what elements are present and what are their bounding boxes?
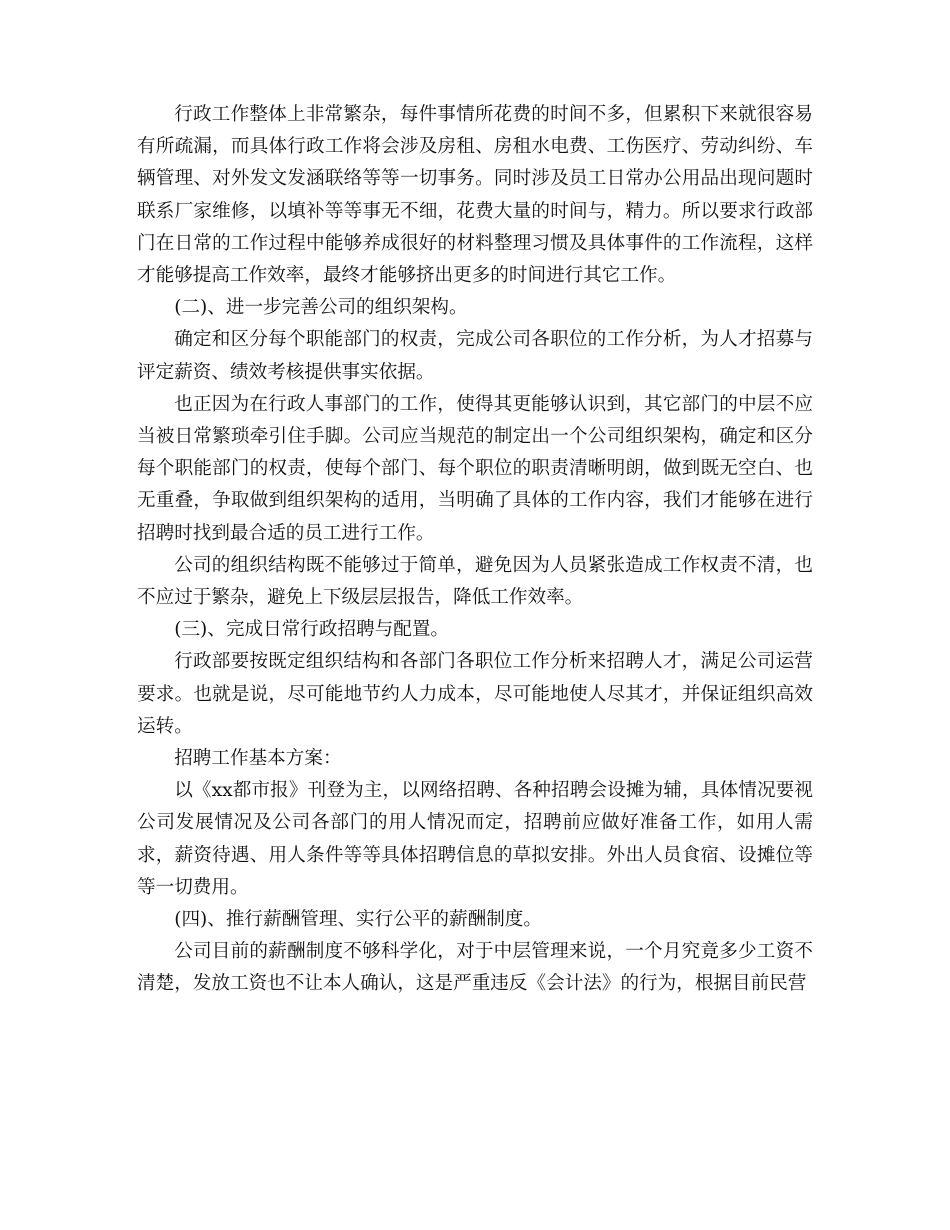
paragraph-recruitment-goals: 行政部要按既定组织结构和各部门各职位工作分析来招聘人才，满足公司运营要求。也就是说，尽可能地节约人力成本，尽可能地使人尽其才，并保证组织高效运转。	[137, 651, 813, 737]
paragraph-org-structure: 也正因为在行政人事部门的工作，使得其更能够认识到，其它部门的中层不应当被日常繁琐牵引住手脚。公司应当规范的制定出一个公司组织架构，确定和区分每个职能部门的权责，使每个部门、每个职位的职责清晰明朗，做到既无空白、也无重叠，争取做到组织架构的适用，当明确了具体的工作内容，我们才能够在进行招聘时找到最合适的员工进行工作。	[137, 393, 813, 544]
heading-section-4: (四)、推行薪酬管理、实行公平的薪酬制度。	[174, 909, 542, 931]
heading-recruitment-plan: 招聘工作基本方案：	[174, 748, 342, 770]
paragraph-salary-system: 公司目前的薪酬制度不够科学化，对于中层管理来说，一个月究竟多少工资不清楚，发放工资也不让本人确认，这是严重违反《会计法》的行为，根据目前民营	[137, 941, 813, 995]
paragraph-admin-work: 行政工作整体上非常繁杂，每件事情所花费的时间不多，但累积下来就很容易有所疏漏，而具体行政工作将会涉及房租、房租水电费、工伤医疗、劳动纠纷、车辆管理、对外发文发涵联络等等一切事务。同时涉及员工日常办公用品出现问题时联系厂家维修，以填补等等事无不细，花费大量的时间与，精力。所以要求行政部门在日常的工作过程中能够养成很好的材料整理习惯及具体事件的工作流程，这样才能够提高工作效率，最终才能够挤出更多的时间进行其它工作。	[137, 104, 813, 287]
paragraph-org-balance: 公司的组织结构既不能够过于简单，避免因为人员紧张造成工作权责不清，也不应过于繁杂，避免上下级层层报告，降低工作效率。	[137, 554, 813, 609]
document-body	[137, 99, 813, 1001]
heading-section-2: (二)、进一步完善公司的组织架构。	[174, 297, 468, 319]
paragraph-responsibilities: 确定和区分每个职能部门的权责，完成公司各职位的工作分析，为人才招募与评定薪资、绩效考核提供事实依据。	[137, 329, 813, 383]
paragraph-recruitment-plan: 以《xx都市报》刊登为主，以网络招聘、各种招聘会设摊为辅，具体情况要视公司发展情况及公司各部门的用人情况而定，招聘前应做好准备工作，如用人需求，薪资待遇、用人条件等等具体招聘信息的草拟安排。外出人员食宿、设摊位等等一切费用。	[137, 780, 813, 898]
heading-section-3: (三)、完成日常行政招聘与配置。	[174, 619, 450, 641]
